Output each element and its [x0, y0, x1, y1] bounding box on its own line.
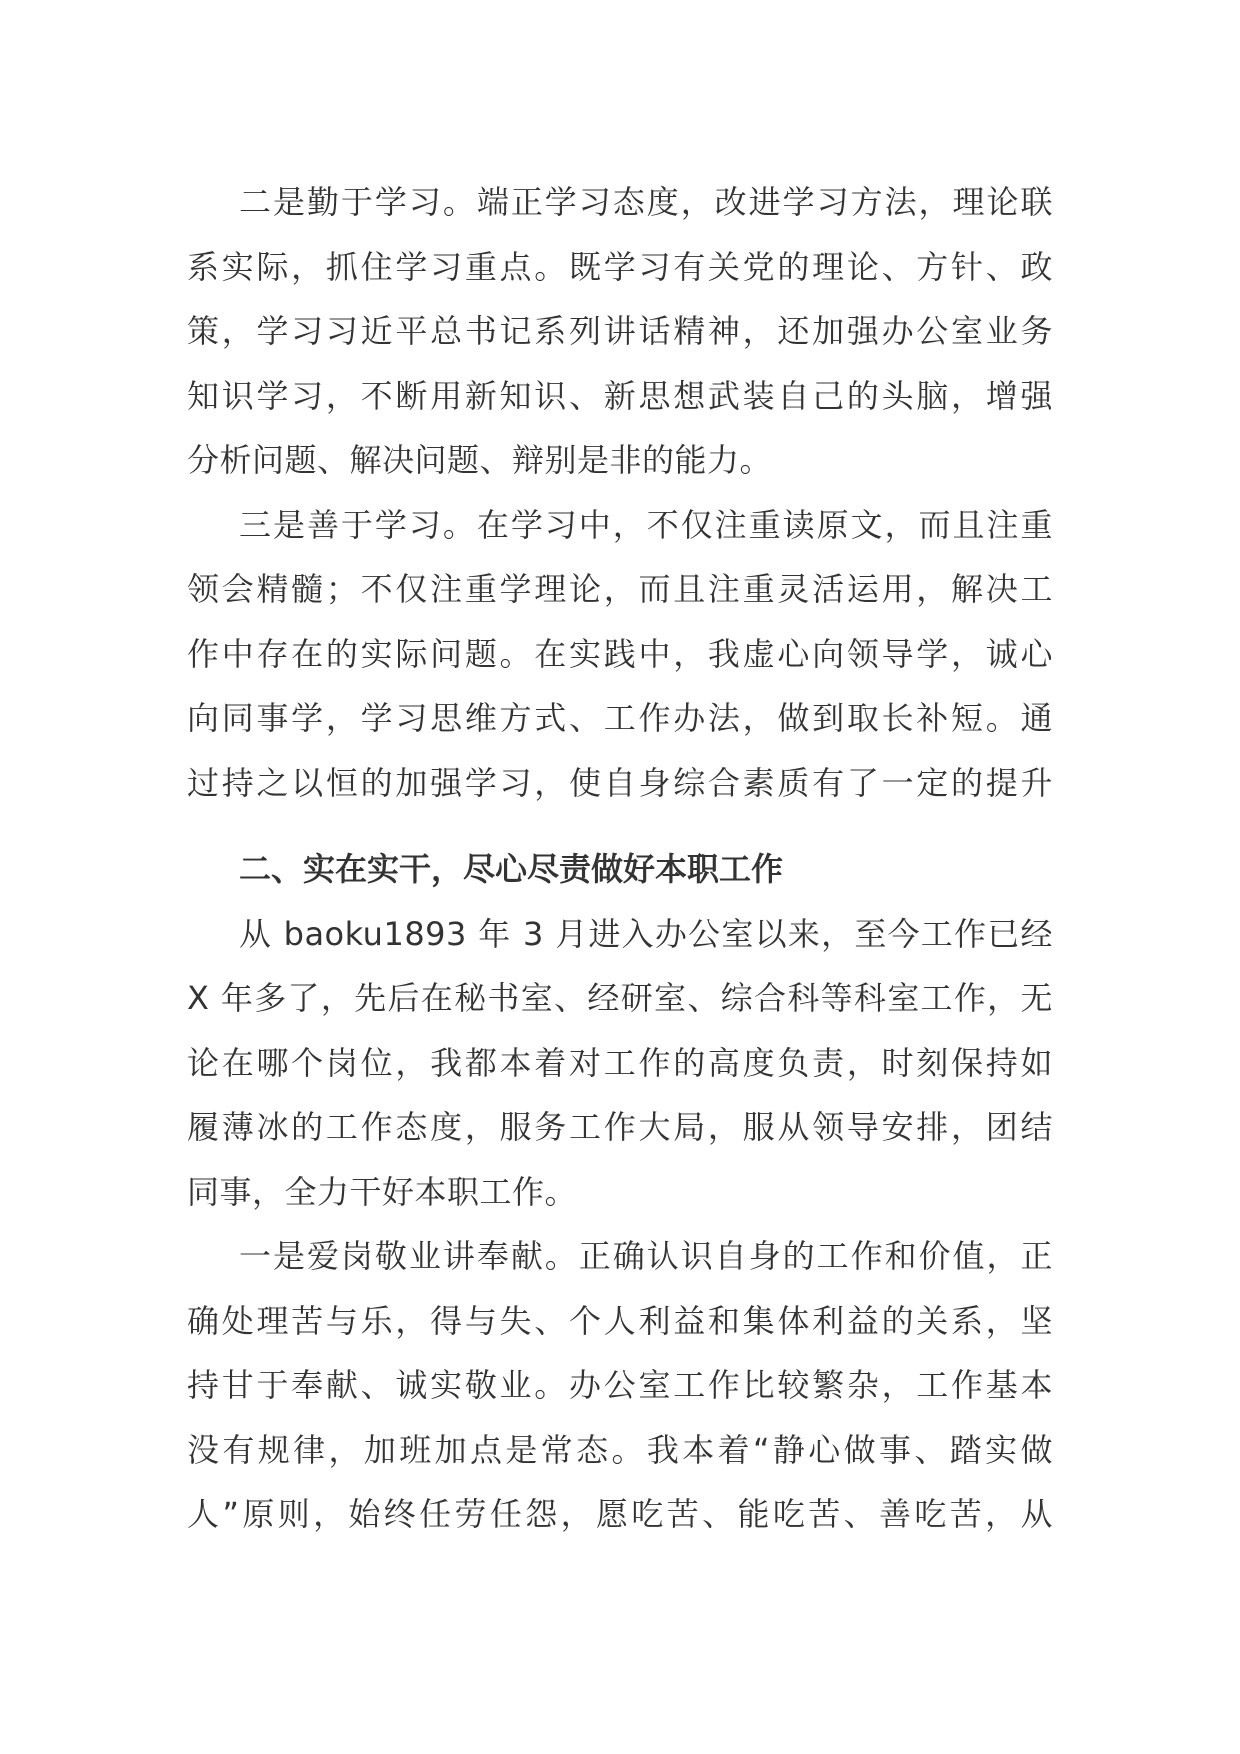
section-heading: 二、实在实干，尽心尽责做好本职工作	[239, 850, 784, 888]
text-line: 同事，全力干好本职工作。	[187, 1172, 578, 1211]
text-line: 向同事学，学习思维方式、工作办法，做到取长补短。通	[187, 699, 1053, 737]
text-line: 领会精髓；不仅注重学理论，而且注重灵活运用，解决工	[187, 570, 1053, 608]
paragraph-study-diligently	[187, 170, 1053, 493]
text-line: 三是善于学习。在学习中，不仅注重读原文，而且注重	[239, 505, 1053, 544]
text-line: 履薄冰的工作态度，服务工作大局，服从领导安排，团结	[187, 1108, 1053, 1146]
text-line: 系实际，抓住学习重点。既学习有关党的理论、方针、政	[187, 247, 1053, 286]
paragraph-work-history	[187, 902, 1053, 1225]
text-line: 确处理苦与乐，得与失、个人利益和集体利益的关系，坚	[187, 1301, 1053, 1340]
text-line: 论在哪个岗位，我都本着对工作的高度负责，时刻保持如	[187, 1043, 1053, 1082]
text-line: 没有规律，加班加点是常态。我本着“静心做事、踏实做	[187, 1430, 1053, 1469]
text-line: 从 baoku1893 年 3 月进入办公室以来，至今工作已经	[239, 914, 1053, 953]
paragraph-study-skillfully	[187, 493, 1053, 816]
text-line: 持甘于奉献、诚实敬业。办公室工作比较繁杂，工作基本	[187, 1366, 1053, 1404]
text-line: 人”原则，始终任劳任怨，愿吃苦、能吃苦、善吃苦，从	[187, 1495, 1053, 1533]
text-line: 分析问题、解决问题、辩别是非的能力。	[187, 441, 773, 479]
paragraph-dedication	[187, 1224, 1053, 1547]
text-line: 二是勤于学习。端正学习态度，改进学习方法，理论联	[239, 183, 1053, 221]
document-body	[187, 170, 1053, 1547]
text-line: 作中存在的实际问题。在实践中，我虚心向领导学，诚心	[187, 634, 1053, 673]
text-line: 过持之以恒的加强学习，使自身综合素质有了一定的提升	[187, 763, 1053, 802]
text-line: 一是爱岗敬业讲奉献。正确认识自身的工作和价值，正	[239, 1237, 1053, 1275]
text-line: 策，学习习近平总书记系列讲话精神，还加强办公室业务	[187, 312, 1053, 350]
text-line: 知识学习，不断用新知识、新思想武装自己的头脑，增强	[187, 376, 1053, 415]
text-line: X 年多了，先后在秘书室、经研室、综合科等科室工作，无	[187, 979, 1053, 1017]
